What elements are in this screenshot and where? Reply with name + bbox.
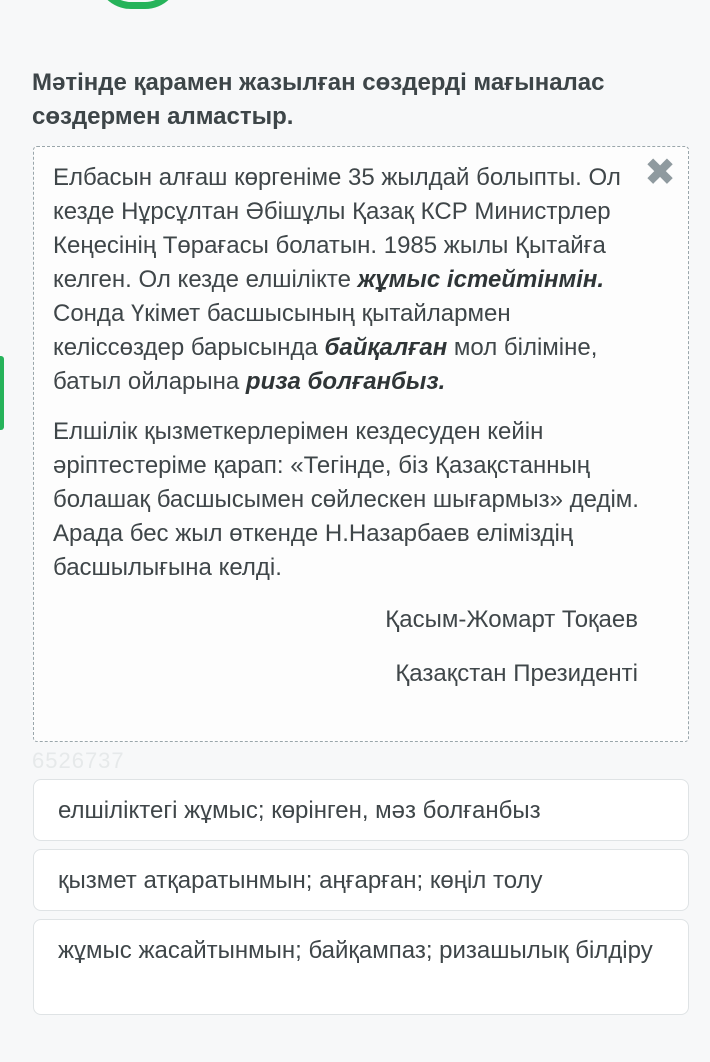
text-card bbox=[33, 146, 689, 742]
bold-phrase-1: жұмыс істейтінмін. bbox=[357, 266, 605, 293]
bold-phrase-3: риза болғанбыз. bbox=[245, 368, 446, 395]
paragraph-1-part-3: мол біліміне, батыл ойларына bbox=[53, 334, 598, 395]
paragraph-1-part-1: Елбасын алғаш көргеніме 35 жылдай болыпты. Ол кезде Нұрсұлтан Әбішұлы Қазақ КСР Министрлер Кеңесінің Төрағасы болатын. 1985 жылы Қытайға келген. Ол кезде елшілікте bbox=[53, 164, 621, 293]
bold-phrase-2: байқалған bbox=[324, 334, 448, 361]
watermark-id: 6526737 bbox=[32, 748, 125, 773]
author-name: Қасым-Жомарт Тоқаев bbox=[385, 606, 638, 633]
paragraph-1-part-2: Сонда Үкімет басшысының қытайлармен келіссөздер барысында bbox=[53, 300, 511, 361]
answer-option-2[interactable]: қызмет атқаратынмын; аңғарған; көңіл толу bbox=[33, 849, 689, 911]
paragraph-2: Елшілік қызметкерлерімен кездесуден кейін әріптестеріме қарап: «Тегінде, біз Қазақстанның болашақ басшысымен сөйлескен шығармыз» дедім. Арада бес жыл өткенде Н.Назарбаев еліміздің басшылығына келді. bbox=[53, 418, 639, 581]
close-icon[interactable]: ✖ bbox=[644, 152, 676, 194]
author-role: Қазақстан Президенті bbox=[395, 660, 638, 687]
paragraph-1 bbox=[53, 161, 648, 399]
progress-ring-icon bbox=[96, 0, 180, 9]
question-title: Мәтінде қарамен жазылған сөздерді мағыналас сөздермен алмастыр. bbox=[32, 69, 605, 130]
side-tab-indicator bbox=[0, 356, 4, 430]
answer-option-1[interactable]: елшіліктегі жұмыс; көрінген, мәз болғанбыз bbox=[33, 779, 689, 841]
answer-option-3[interactable]: жұмыс жасайтынмын; байқампаз; ризашылық білдіру bbox=[33, 919, 689, 1015]
